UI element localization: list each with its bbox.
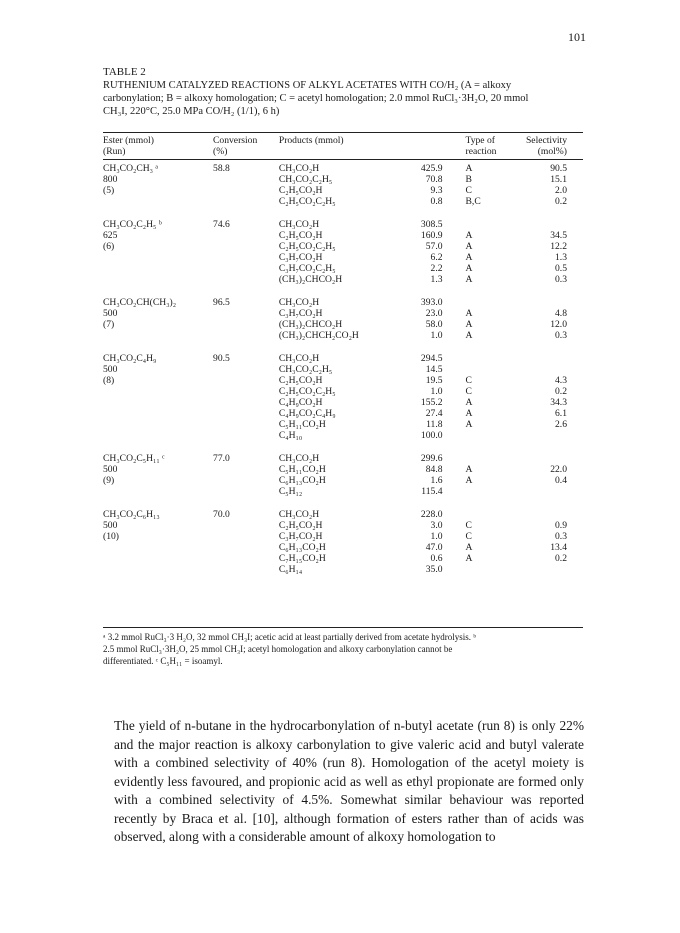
table-row (103, 542, 583, 553)
cell-reaction-type (443, 353, 526, 364)
cell-ester (103, 196, 213, 207)
cell-selectivity: 2.6 (555, 419, 567, 430)
cell-selectivity: 0.4 (555, 475, 567, 486)
cell-product: C₂H₅CO₂C₂H₅ (278, 241, 336, 252)
cell-product: CH₃CO₂C₂H₅ (278, 174, 333, 185)
cell-ester: 500 (103, 364, 118, 375)
cell-selectivity: 0.3 (555, 330, 567, 341)
cell-amount: 160.9 (420, 230, 443, 241)
cell-selectivity: 90.5 (550, 163, 567, 174)
cell-product: C₂H₅CO₂H (278, 230, 323, 241)
cell-amount: 0.8 (430, 196, 443, 207)
cell-conversion (213, 486, 279, 497)
cell-selectivity: 22.0 (550, 464, 567, 475)
cell-amount: 14.5 (425, 364, 443, 375)
cell-selectivity: 1.3 (555, 252, 567, 263)
table-row (103, 330, 583, 341)
cell-selectivity: 6.1 (555, 408, 567, 419)
table-row (103, 230, 583, 241)
cell-ester: (7) (103, 319, 115, 330)
cell-selectivity (526, 564, 583, 575)
cell-conversion (213, 475, 279, 486)
cell-product: (CH₃)₂CHCO₂H (278, 274, 343, 285)
cell-reaction-type: A (465, 553, 473, 564)
cell-amount: 155.2 (420, 397, 443, 408)
cell-product: CH₃CO₂C₂H₅ (278, 364, 333, 375)
cell-amount: 23.0 (425, 308, 443, 319)
table-row (103, 531, 583, 542)
cell-reaction-type: B (465, 174, 472, 185)
cell-reaction-type: A (465, 163, 473, 174)
table-row (103, 252, 583, 263)
cell-reaction-type (443, 453, 526, 464)
cell-amount: 47.0 (425, 542, 443, 553)
cell-conversion (213, 531, 279, 542)
cell-ester: (6) (103, 241, 115, 252)
cell-reaction-type (443, 509, 526, 520)
cell-conversion (213, 196, 279, 207)
cell-product: C₃H₇CO₂H (278, 252, 323, 263)
cell-amount: 9.3 (430, 185, 443, 196)
cell-selectivity (526, 297, 583, 308)
cell-selectivity: 12.2 (550, 241, 567, 252)
cell-product: (CH₃)₂CHCO₂H (278, 319, 343, 330)
results-table (103, 135, 583, 575)
table-row (103, 353, 583, 364)
cell-amount: 393.0 (420, 297, 443, 308)
table-row (103, 274, 583, 285)
cell-reaction-type: A (465, 408, 473, 419)
cell-conversion (213, 464, 279, 475)
cell-conversion (213, 174, 279, 185)
cell-selectivity: 4.8 (555, 308, 567, 319)
cell-selectivity: 0.9 (555, 520, 567, 531)
cell-amount: 1.0 (430, 386, 443, 397)
cell-conversion (213, 408, 279, 419)
cell-selectivity: 0.2 (555, 553, 567, 564)
cell-ester: (10) (103, 531, 119, 542)
table-row (103, 386, 583, 397)
cell-conversion (213, 364, 279, 375)
cell-product: C₃H₇CO₂H (278, 308, 323, 319)
cell-conversion (213, 419, 279, 430)
cell-product: C₅H₁₂ (278, 486, 303, 497)
cell-amount: 6.2 (430, 252, 443, 263)
table-row (103, 408, 583, 419)
cell-selectivity: 0.3 (555, 531, 567, 542)
cell-amount: 57.0 (425, 241, 443, 252)
table-row (103, 364, 583, 375)
cell-ester (103, 486, 213, 497)
header-molpercent: (mol%) (537, 146, 567, 157)
cell-product: C₂H₅CO₂H (278, 375, 323, 386)
cell-reaction-type: A (465, 464, 473, 475)
cell-amount: 299.6 (420, 453, 443, 464)
cell-ester (103, 330, 213, 341)
cell-product: CH₃CO₂H (278, 219, 320, 230)
cell-reaction-type: A (465, 319, 473, 330)
cell-ester: 800 (103, 174, 118, 185)
cell-conversion (213, 397, 279, 408)
cell-amount: 1.6 (430, 475, 443, 486)
cell-selectivity: 2.0 (555, 185, 567, 196)
cell-product: (CH₃)₂CHCH₂CO₂H (278, 330, 359, 341)
header-percent: (%) (213, 146, 228, 157)
cell-selectivity: 34.5 (550, 230, 567, 241)
cell-ester (103, 553, 213, 564)
cell-reaction-type (443, 297, 526, 308)
cell-ester: CH₃CO₂C₅H₁₁ ᶜ (103, 453, 165, 464)
table-row (103, 375, 583, 386)
cell-conversion (213, 308, 279, 319)
cell-reaction-type: A (465, 308, 473, 319)
footnote-line: 2.5 mmol RuCl₃·3H₂O, 25 mmol CH₃I; acetyl homologation and alkoxy carbonylation cannot be (103, 644, 453, 654)
table-row (103, 453, 583, 464)
page-number: 101 (568, 30, 586, 44)
cell-ester (103, 252, 213, 263)
cell-conversion: 74.6 (213, 219, 230, 230)
cell-conversion (213, 564, 279, 575)
cell-amount: 1.0 (430, 531, 443, 542)
cell-conversion: 77.0 (213, 453, 230, 464)
cell-selectivity (526, 486, 583, 497)
cell-selectivity (526, 509, 583, 520)
cell-conversion (213, 520, 279, 531)
table-row (103, 419, 583, 430)
cell-product: C₂H₅CO₂H (278, 185, 323, 196)
cell-amount: 0.6 (430, 553, 443, 564)
table-body (103, 163, 583, 575)
cell-reaction-type: C (465, 520, 472, 531)
cell-amount: 425.9 (420, 163, 443, 174)
cell-ester (103, 263, 213, 274)
cell-product: C₄H₉CO₂C₄H₉ (278, 408, 336, 419)
cell-conversion (213, 430, 279, 441)
cell-conversion: 90.5 (213, 353, 230, 364)
body-paragraph: The yield of n-butane in the hydrocarbonylation of n-butyl acetate (run 8) is only 22% and the major reaction is alkoxy carbonylation to give valeric acid and butyl valerate with a combined selectivity of 40% (run 8). Homologation of the acetyl moiety is evidently less favoured, and propionic acid as well as ethyl propionate are formed only with a combined selectivity of 4.5%. Somewhat similar behaviour was reported recently by Braca et al. [10], although formation of esters rather than of acids was observed, along with a considerable amount of alkoxy homologation to (114, 718, 584, 844)
cell-reaction-type: A (465, 330, 473, 341)
cell-ester: (5) (103, 185, 115, 196)
cell-product: CH₃CO₂H (278, 353, 320, 364)
cell-amount: 2.2 (430, 263, 443, 274)
table-row (103, 464, 583, 475)
table-row (103, 553, 583, 564)
cell-reaction-type: B,C (465, 196, 481, 207)
cell-amount: 84.8 (425, 464, 443, 475)
cell-conversion (213, 375, 279, 386)
cell-ester (103, 386, 213, 397)
cell-selectivity: 0.5 (555, 263, 567, 274)
header-conversion: Conversion (213, 135, 258, 146)
cell-reaction-type: C (465, 531, 472, 542)
cell-conversion (213, 230, 279, 241)
cell-reaction-type (443, 364, 526, 375)
cell-conversion (213, 330, 279, 341)
cell-conversion: 58.8 (213, 163, 230, 174)
cell-reaction-type: A (465, 542, 473, 553)
cell-conversion (213, 274, 279, 285)
cell-product: C₇H₁₅CO₂H (278, 553, 326, 564)
cell-product: CH₃CO₂H (278, 297, 320, 308)
cell-reaction-type (443, 219, 526, 230)
cell-selectivity: 0.3 (555, 274, 567, 285)
cell-amount: 27.4 (425, 408, 443, 419)
table-row (103, 564, 583, 575)
cell-conversion (213, 542, 279, 553)
cell-ester: 500 (103, 464, 118, 475)
cell-ester (103, 397, 213, 408)
cell-reaction-type (443, 430, 526, 441)
header-reaction: reaction (465, 146, 497, 157)
cell-conversion (213, 263, 279, 274)
cell-ester: (8) (103, 375, 115, 386)
cell-product: C₂H₅CO₂H (278, 520, 323, 531)
cell-reaction-type: A (465, 230, 473, 241)
cell-amount: 35.0 (425, 564, 443, 575)
cell-selectivity: 15.1 (550, 174, 567, 185)
cell-product: C₄H₁₀ (278, 430, 303, 441)
cell-ester (103, 408, 213, 419)
cell-selectivity: 0.2 (555, 386, 567, 397)
cell-selectivity (526, 430, 583, 441)
cell-ester: 625 (103, 230, 118, 241)
cell-product: C₂H₅CO₂C₂H₅ (278, 196, 336, 207)
cell-amount: 115.4 (421, 486, 443, 497)
cell-conversion (213, 553, 279, 564)
cell-product: CH₃CO₂H (278, 163, 320, 174)
cell-amount: 100.0 (420, 430, 443, 441)
cell-reaction-type: A (465, 252, 473, 263)
cell-ester: CH₃CO₂C₄H₉ (103, 353, 157, 364)
cell-conversion: 96.5 (213, 297, 230, 308)
cell-product: C₅H₁₁CO₂H (278, 464, 326, 475)
cell-amount: 11.8 (426, 419, 443, 430)
header-selectivity: Selectivity (525, 135, 567, 146)
cell-ester: CH₃CO₂CH₃ ᵃ (103, 163, 159, 174)
cell-product: C₃H₇CO₂C₂H₅ (278, 263, 336, 274)
cell-conversion (213, 386, 279, 397)
cell-ester: CH₃CO₂CH(CH₃)₂ (103, 297, 177, 308)
cell-amount: 58.0 (425, 319, 443, 330)
table-caption: TABLE 2 (103, 66, 146, 78)
cell-reaction-type (443, 564, 526, 575)
cell-conversion: 70.0 (213, 509, 230, 520)
cell-product: CH₃CO₂H (278, 509, 320, 520)
cell-selectivity (526, 353, 583, 364)
table-title-line: RUTHENIUM CATALYZED REACTIONS OF ALKYL ACETATES WITH CO/H₂ (A = alkoxy (103, 80, 512, 91)
cell-amount: 70.8 (425, 174, 443, 185)
cell-product: C₃H₇CO₂H (278, 531, 323, 542)
cell-reaction-type: C (465, 375, 472, 386)
cell-amount: 1.0 (430, 330, 443, 341)
table-bottom-rule (103, 627, 583, 628)
cell-amount: 294.5 (420, 353, 443, 364)
cell-conversion (213, 241, 279, 252)
table-row (103, 297, 583, 308)
footnote-line: differentiated. ᶜ C₅H₁₁ = isoamyl. (103, 656, 223, 666)
cell-amount: 228.0 (420, 509, 443, 520)
cell-ester (103, 542, 213, 553)
cell-reaction-type: C (465, 185, 472, 196)
cell-conversion (213, 319, 279, 330)
table-row (103, 475, 583, 486)
cell-selectivity: 13.4 (550, 542, 567, 553)
header-ester: Ester (mmol) (103, 135, 154, 146)
cell-product: CH₃CO₂H (278, 453, 320, 464)
cell-ester (103, 274, 213, 285)
cell-ester (103, 430, 213, 441)
table-title (103, 80, 583, 118)
cell-selectivity: 4.3 (555, 375, 567, 386)
table-row (103, 397, 583, 408)
cell-selectivity (526, 364, 583, 375)
cell-product: C₂H₅CO₂C₂H₅ (278, 386, 336, 397)
table-title-line: carbonylation; B = alkoxy homologation; C = acetyl homologation; 2.0 mmol RuCl₃·3H₂O, 20 mmol (103, 92, 529, 104)
table-footnote (103, 631, 583, 667)
cell-selectivity (526, 219, 583, 230)
cell-product: C₆H₁₃CO₂H (278, 475, 326, 486)
cell-selectivity (526, 453, 583, 464)
header-run: (Run) (103, 146, 126, 157)
table-row (103, 520, 583, 531)
cell-reaction-type: C (465, 386, 472, 397)
cell-ester: CH₃CO₂C₂H₅ ᵇ (103, 219, 162, 230)
cell-reaction-type: A (465, 241, 473, 252)
table-row (103, 509, 583, 520)
table-top-rule (103, 132, 583, 133)
table-row (103, 319, 583, 330)
footnote-line: ᵃ 3.2 mmol RuCl₃·3 H₂O, 32 mmol CH₃I; acetic acid at least partially derived from acetate hydrolysis. ᵇ (103, 632, 477, 642)
cell-conversion (213, 252, 279, 263)
table-title-line: CH₃I, 220°C, 25.0 MPa CO/H₂ (1/1), 6 h) (103, 105, 280, 117)
cell-amount: 1.3 (430, 274, 443, 285)
cell-amount: 3.0 (430, 520, 443, 531)
cell-ester: (9) (103, 475, 115, 486)
cell-reaction-type: A (465, 274, 473, 285)
cell-reaction-type: A (465, 397, 473, 408)
cell-product: C₅H₁₁CO₂H (278, 419, 326, 430)
cell-reaction-type: A (465, 419, 473, 430)
cell-reaction-type (443, 486, 526, 497)
cell-selectivity: 0.2 (555, 196, 567, 207)
cell-product: C₆H₁₄ (278, 564, 303, 575)
cell-selectivity: 12.0 (550, 319, 567, 330)
cell-amount: 308.5 (420, 219, 443, 230)
table-row (103, 308, 583, 319)
cell-ester (103, 564, 213, 575)
table-row (103, 486, 583, 497)
table-row (103, 163, 583, 174)
table-row (103, 196, 583, 207)
table-row (103, 219, 583, 230)
cell-ester (103, 419, 213, 430)
table-row (103, 241, 583, 252)
cell-conversion (213, 185, 279, 196)
header-type: Type of (465, 135, 495, 146)
table-row (103, 430, 583, 441)
cell-ester: CH₃CO₂C₆H₁₃ (103, 509, 160, 520)
cell-selectivity: 34.3 (550, 397, 567, 408)
cell-product: C₄H₉CO₂H (278, 397, 323, 408)
cell-ester: 500 (103, 520, 118, 531)
table-row (103, 174, 583, 185)
table-row (103, 263, 583, 274)
cell-amount: 19.5 (425, 375, 443, 386)
cell-reaction-type: A (465, 263, 473, 274)
header-products: Products (mmol) (278, 135, 344, 146)
cell-product: C₆H₁₃CO₂H (278, 542, 326, 553)
table-row (103, 185, 583, 196)
cell-ester: 500 (103, 308, 118, 319)
cell-reaction-type: A (465, 475, 473, 486)
